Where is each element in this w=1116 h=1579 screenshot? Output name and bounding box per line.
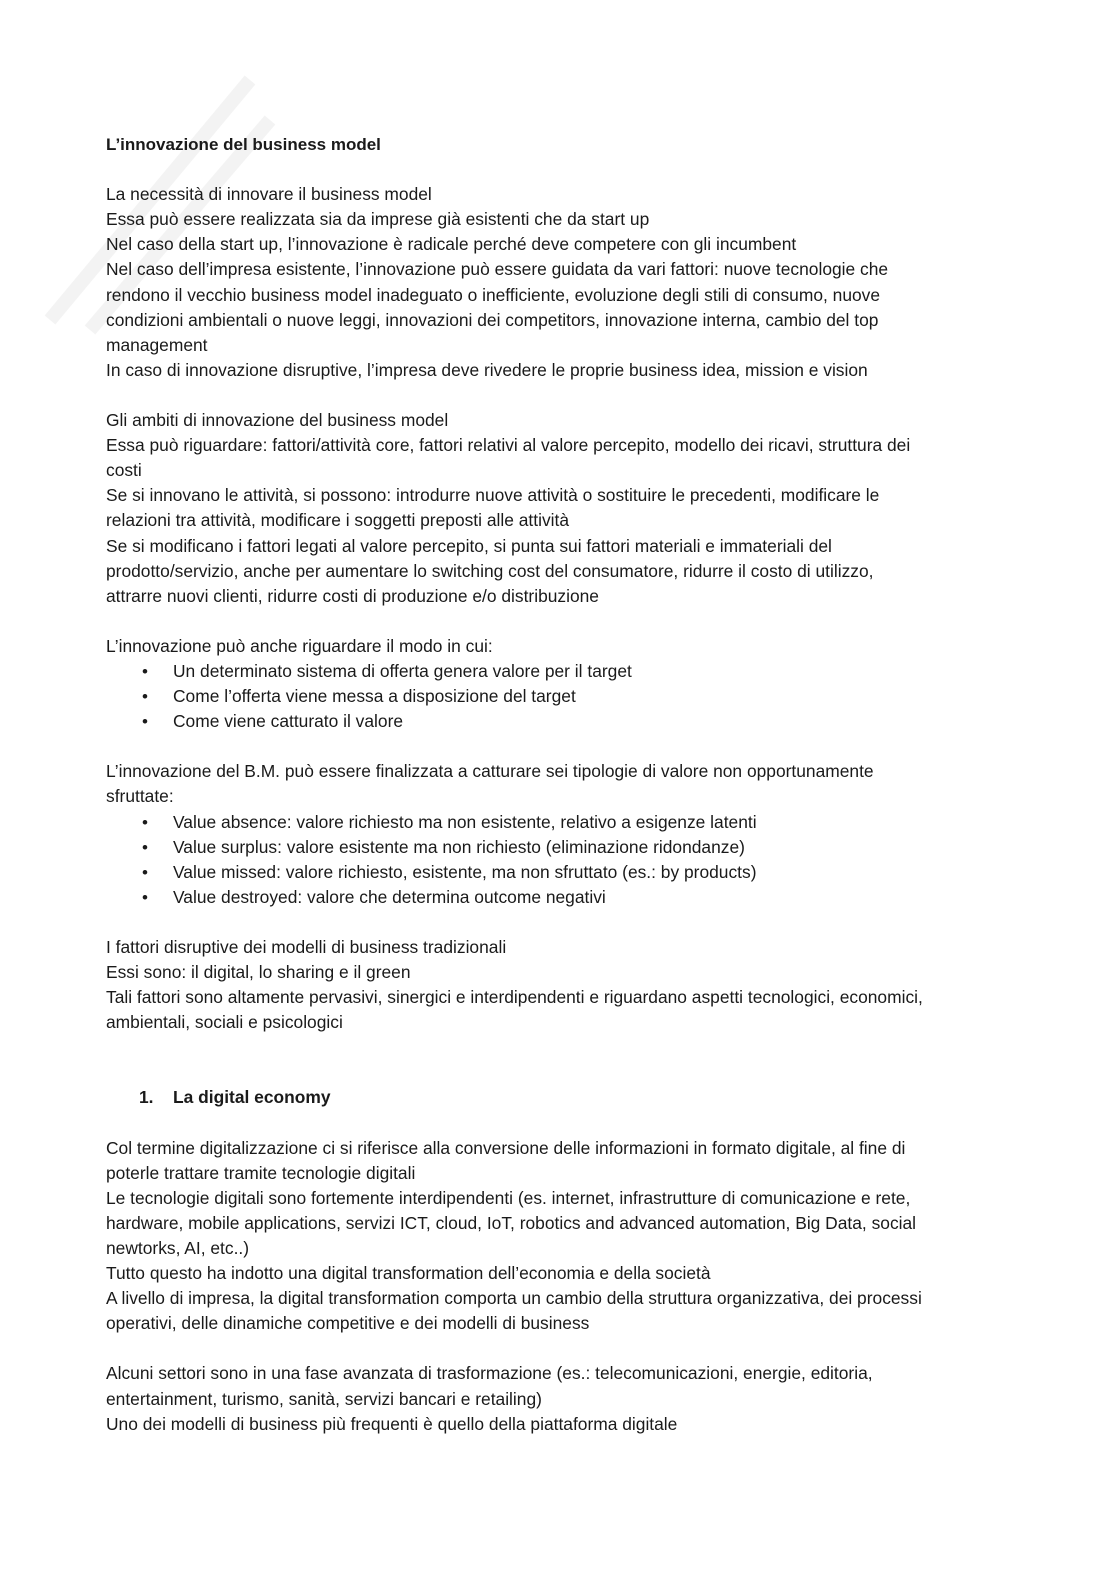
list-item: • Come viene catturato il valore xyxy=(106,709,1006,734)
paragraph-digitalization xyxy=(106,1136,1006,1337)
text-line: Col termine digitalizzazione ci si riferisce alla conversione delle informazioni in formato digitale, al fine di xyxy=(106,1137,906,1158)
text-line: Essa può essere realizzata sia da imprese già esistenti che da start up xyxy=(106,209,650,230)
text-line: Essa può riguardare: fattori/attività core, fattori relativi al valore percepito, modello dei ricavi, struttura dei xyxy=(106,435,911,456)
text-line: operativi, delle dinamiche competitive e dei modelli di business xyxy=(106,1313,590,1334)
list-item: • Value absence: valore richiesto ma non esistente, relativo a esigenze latenti xyxy=(106,810,1006,835)
text-line: Se si innovano le attività, si possono: introdurre nuove attività o sostituire le precedenti, modificare le xyxy=(106,485,880,506)
text-line: L’innovazione può anche riguardare il modo in cui: xyxy=(106,635,493,656)
paragraph-sectors xyxy=(106,1361,1006,1436)
text-line: management xyxy=(106,334,208,355)
text-line: prodotto/servizio, anche per aumentare lo switching cost del consumatore, ridurre il costo di utilizzo, xyxy=(106,560,874,581)
document-page xyxy=(106,132,1006,1437)
text-line: costi xyxy=(106,460,142,481)
text-line: L’innovazione del B.M. può essere finalizzata a catturare sei tipologie di valore non opportunamente xyxy=(106,761,874,782)
text-line: condizioni ambientali o nuove leggi, innovazioni dei competitors, innovazione interna, cambio del top xyxy=(106,309,879,330)
text-line: newtorks, AI, etc..) xyxy=(106,1237,250,1258)
paragraph-disruptive xyxy=(106,935,1006,1035)
text-line: Tali fattori sono altamente pervasivi, sinergici e interdipendenti e riguardano aspetti tecnologici, economici, xyxy=(106,987,923,1008)
paragraph-mode xyxy=(106,634,1006,734)
section-title: La digital economy xyxy=(173,1087,331,1108)
text-line: entertainment, turismo, sanità, servizi bancari e retailing) xyxy=(106,1388,542,1409)
list-item: • Value missed: valore richiesto, esistente, ma non sfruttato (es.: by products) xyxy=(106,860,1006,885)
text-line: A livello di impresa, la digital transformation comporta un cambio della struttura organizzativa, dei processi xyxy=(106,1288,922,1309)
text-line: I fattori disruptive dei modelli di business tradizionali xyxy=(106,937,507,957)
text-line: Le tecnologie digitali sono fortemente interdipendenti (es. internet, infrastrutture di comunicazione e rete, xyxy=(106,1187,911,1208)
paragraph-scope xyxy=(106,408,1006,609)
text-line: Gli ambiti di innovazione del business model xyxy=(106,410,449,431)
text-line: sfruttate: xyxy=(106,786,174,807)
text-line: ambientali, sociali e psicologici xyxy=(106,1012,343,1033)
text-line: Se si modificano i fattori legati al valore percepito, si punta sui fattori materiali e immateriali del xyxy=(106,535,832,556)
text-line: In caso di innovazione disruptive, l’impresa deve rivedere le proprie business idea, mission e vision xyxy=(106,359,868,380)
text-line: La necessità di innovare il business model xyxy=(106,184,432,205)
paragraph-necessity xyxy=(106,182,1006,383)
bullet-list xyxy=(106,810,1006,910)
list-item: • Un determinato sistema di offerta genera valore per il target xyxy=(106,659,1006,684)
text-line: Alcuni settori sono in una fase avanzata di trasformazione (es.: telecomunicazioni, energie, editoria, xyxy=(106,1363,873,1384)
text-line: Nel caso della start up, l’innovazione è radicale perché deve competere con gli incumbent xyxy=(106,234,797,255)
section-number: 1. xyxy=(139,1087,154,1108)
section-heading xyxy=(106,1085,1006,1110)
text-line: poterle trattare tramite tecnologie digitali xyxy=(106,1162,416,1183)
text-line: Essi sono: il digital, lo sharing e il green xyxy=(106,962,411,983)
list-item: • Come l’offerta viene messa a disposizione del target xyxy=(106,684,1006,709)
bullet-list xyxy=(106,659,1006,734)
text-line: rendono il vecchio business model inadeguato o inefficiente, evoluzione degli stili di consumo, nuove xyxy=(106,284,881,305)
list-item: • Value surplus: valore esistente ma non richiesto (eliminazione ridondanze) xyxy=(106,835,1006,860)
text-line: hardware, mobile applications, servizi ICT, cloud, IoT, robotics and advanced automation, Big Data, social xyxy=(106,1212,917,1233)
paragraph-value-types xyxy=(106,759,1006,910)
text-line: Nel caso dell’impresa esistente, l’innovazione può essere guidata da vari fattori: nuove tecnologie che xyxy=(106,259,889,280)
text-line: Tutto questo ha indotto una digital transformation dell’economia e della società xyxy=(106,1263,711,1284)
list-item: • Value destroyed: valore che determina outcome negativi xyxy=(106,885,1006,910)
text-line: attrarre nuovi clienti, ridurre costi di produzione e/o distribuzione xyxy=(106,585,599,606)
text-line: relazioni tra attività, modificare i soggetti preposti alle attività xyxy=(106,510,570,531)
document-title: L’innovazione del business model xyxy=(106,135,381,154)
text-line: Uno dei modelli di business più frequenti è quello della piattaforma digitale xyxy=(106,1413,678,1434)
